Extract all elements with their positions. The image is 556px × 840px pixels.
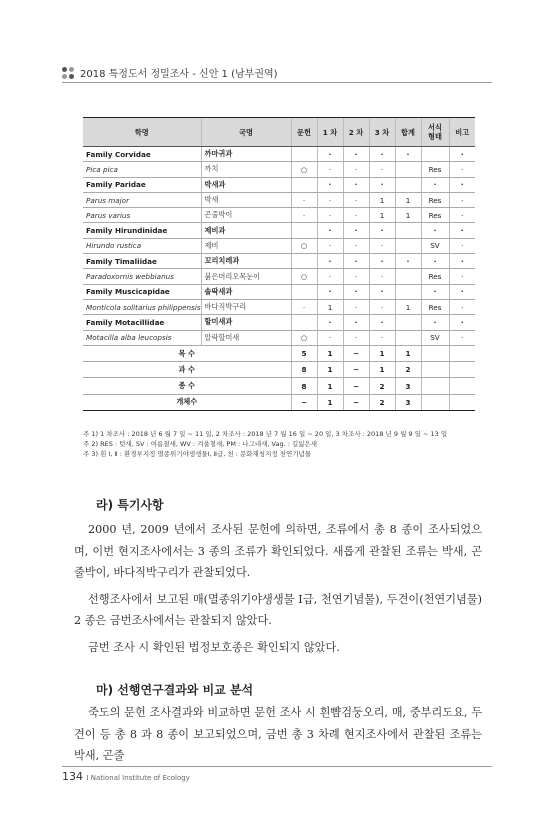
body-paragraph: 죽도의 문헌 조사결과와 비교하면 문헌 조사 시 흰뺨검둥오리, 매, 중부리도요, 두견이 등 총 8 과 8 종이 보고되었으며, 금번 총 3 차례 현지조사에서 관찰된 조류는 박새, 곤줄 bbox=[74, 706, 482, 763]
table-cell bbox=[395, 223, 421, 238]
summary-cell bbox=[449, 394, 475, 410]
column-header: 서식 형태 bbox=[421, 118, 449, 147]
table-cell: · bbox=[449, 330, 475, 345]
body-paragraph: 금번 조사 시 확인된 법정보호종은 확인되지 않았다. bbox=[88, 640, 340, 654]
table-cell: Res bbox=[421, 192, 449, 207]
table-note: 주 3) 흰 Ⅰ, Ⅱ : 환경부지정 멸종위기야생생물Ⅰ, Ⅱ급, 천 : 문화재청지정 천연기념물 bbox=[83, 450, 312, 458]
footer-rule bbox=[62, 766, 492, 767]
table-cell: · bbox=[449, 177, 475, 192]
table-cell: · bbox=[449, 192, 475, 207]
summary-label: 종 수 bbox=[83, 378, 291, 394]
korean-name: 박새 bbox=[201, 192, 291, 207]
summary-cell bbox=[449, 362, 475, 378]
table-cell: · bbox=[421, 223, 449, 238]
table-cell: · bbox=[343, 299, 369, 314]
summary-cell: 5 bbox=[291, 345, 317, 361]
footer-org: I National Institute of Ecology bbox=[86, 774, 190, 782]
table-cell: · bbox=[449, 208, 475, 223]
table-header-row bbox=[83, 118, 475, 147]
scientific-name: Family Corvidae bbox=[83, 147, 201, 162]
bird-species-table bbox=[83, 117, 475, 411]
summary-cell: 2 bbox=[395, 362, 421, 378]
header-text: 2018 특정도서 정밀조사 - 신안 1 (남부권역) bbox=[80, 69, 278, 80]
column-header: 합계 bbox=[395, 118, 421, 147]
summary-cell: 2 bbox=[369, 378, 395, 394]
table-cell: · bbox=[369, 315, 395, 330]
column-header: 비고 bbox=[449, 118, 475, 147]
table-cell: · bbox=[395, 147, 421, 162]
species-row bbox=[83, 330, 475, 345]
family-row bbox=[83, 254, 475, 269]
table-cell: · bbox=[343, 208, 369, 223]
table-cell: · bbox=[317, 192, 343, 207]
scientific-name: Parus major bbox=[83, 192, 201, 207]
korean-name: 까마귀과 bbox=[201, 147, 291, 162]
summary-cell: 1 bbox=[369, 362, 395, 378]
table-cell: · bbox=[449, 269, 475, 284]
summary-cell: 3 bbox=[395, 394, 421, 410]
korean-name: 붉은머리오목눈이 bbox=[201, 269, 291, 284]
table-cell: 1 bbox=[395, 299, 421, 314]
table-cell: · bbox=[449, 254, 475, 269]
table-cell bbox=[395, 284, 421, 299]
table-cell bbox=[395, 177, 421, 192]
summary-cell bbox=[421, 362, 449, 378]
table-cell: · bbox=[449, 223, 475, 238]
table-cell: · bbox=[343, 284, 369, 299]
species-row bbox=[83, 162, 475, 177]
summary-label: 목 수 bbox=[83, 345, 291, 361]
family-row bbox=[83, 315, 475, 330]
table-cell: · bbox=[291, 192, 317, 207]
summary-cell: 1 bbox=[395, 345, 421, 361]
table-cell: · bbox=[369, 254, 395, 269]
table-cell: · bbox=[369, 177, 395, 192]
body-paragraph: 2000 년, 2009 년에서 조사된 문헌에 의하면, 조류에서 총 8 종이 조사되었으며, 이번 현지조사에서는 3 종의 조류가 확인되었다. 새롭게 관찰된 조류는 박새, 곤줄박이, 바다직박구리가 관찰되었다. bbox=[74, 523, 482, 580]
table-cell: · bbox=[449, 238, 475, 253]
table-cell: ○ bbox=[291, 269, 317, 284]
species-row bbox=[83, 192, 475, 207]
table-notes bbox=[83, 429, 483, 459]
table-cell bbox=[291, 284, 317, 299]
table-note: 주 2) RES : 텃새, SV : 여름철새, WV : 겨울철새, PM : 나그네새, Vag. : 길잃은새 bbox=[83, 440, 318, 448]
scientific-name: Motacilla alba leucopsis bbox=[83, 330, 201, 345]
summary-row bbox=[83, 345, 475, 361]
table-cell bbox=[395, 315, 421, 330]
korean-name: 박새과 bbox=[201, 177, 291, 192]
summary-cell: 2 bbox=[369, 394, 395, 410]
table-cell: · bbox=[369, 162, 395, 177]
korean-name: 까치 bbox=[201, 162, 291, 177]
korean-name: 할미새과 bbox=[201, 315, 291, 330]
table-cell: · bbox=[369, 330, 395, 345]
family-row bbox=[83, 223, 475, 238]
table-cell: · bbox=[317, 254, 343, 269]
table-cell: ○ bbox=[291, 162, 317, 177]
table-cell: · bbox=[317, 238, 343, 253]
scientific-name: Family Timaliidae bbox=[83, 254, 201, 269]
table-cell bbox=[291, 254, 317, 269]
table-cell: · bbox=[395, 254, 421, 269]
column-header: 학명 bbox=[83, 118, 201, 147]
table-cell: · bbox=[291, 299, 317, 314]
scientific-name: Family Motacillidae bbox=[83, 315, 201, 330]
table-cell: ○ bbox=[291, 330, 317, 345]
scientific-name: Hirundo rustica bbox=[83, 238, 201, 253]
summary-cell: − bbox=[343, 378, 369, 394]
family-row bbox=[83, 284, 475, 299]
scientific-name: Parus varius bbox=[83, 208, 201, 223]
summary-cell: 1 bbox=[317, 378, 343, 394]
table-cell: 1 bbox=[395, 192, 421, 207]
table-cell: Res bbox=[421, 208, 449, 223]
korean-name: 솔딱새과 bbox=[201, 284, 291, 299]
table-cell: · bbox=[343, 330, 369, 345]
korean-name: 바다직박구리 bbox=[201, 299, 291, 314]
summary-cell bbox=[421, 394, 449, 410]
table-cell bbox=[421, 147, 449, 162]
table-cell: · bbox=[291, 208, 317, 223]
summary-row bbox=[83, 394, 475, 410]
summary-cell: 3 bbox=[395, 378, 421, 394]
table-cell: · bbox=[343, 162, 369, 177]
body-paragraph: 선행조사에서 보고된 매(멸종위기야생생물 Ⅰ급, 천연기념물), 두견이(천연기념물) 2 종은 금번조사에서는 관찰되지 않았다. bbox=[74, 592, 482, 628]
table-cell: Res bbox=[421, 299, 449, 314]
table-cell: SV bbox=[421, 330, 449, 345]
table-cell: · bbox=[421, 177, 449, 192]
table-cell: 1 bbox=[395, 208, 421, 223]
korean-name: 제비 bbox=[201, 238, 291, 253]
table-cell: · bbox=[343, 177, 369, 192]
table-cell bbox=[291, 315, 317, 330]
table-cell: · bbox=[317, 315, 343, 330]
table-cell bbox=[291, 147, 317, 162]
table-cell: · bbox=[421, 284, 449, 299]
table-cell: · bbox=[449, 162, 475, 177]
korean-name: 꼬리치레과 bbox=[201, 254, 291, 269]
summary-cell: 8 bbox=[291, 378, 317, 394]
table-cell: · bbox=[449, 299, 475, 314]
summary-row bbox=[83, 378, 475, 394]
scientific-name: Family Hirundinidae bbox=[83, 223, 201, 238]
summary-label: 개체수 bbox=[83, 394, 291, 410]
table-cell: · bbox=[369, 147, 395, 162]
table-cell bbox=[395, 238, 421, 253]
section-title-ma: 마) 선행연구결과와 비교 분석 bbox=[96, 683, 254, 697]
page-footer bbox=[62, 770, 190, 783]
species-row bbox=[83, 208, 475, 223]
summary-cell bbox=[421, 378, 449, 394]
summary-cell bbox=[449, 378, 475, 394]
summary-cell: − bbox=[343, 394, 369, 410]
table-cell: · bbox=[317, 223, 343, 238]
table-cell: · bbox=[317, 147, 343, 162]
table-cell: · bbox=[369, 269, 395, 284]
summary-cell: − bbox=[343, 362, 369, 378]
table-cell: · bbox=[449, 315, 475, 330]
summary-cell: − bbox=[291, 394, 317, 410]
scientific-name: Monticola solitarius philippensis bbox=[83, 299, 201, 314]
table-note: 주 1) 1 차조사 : 2018 년 6 월 7 일 ~ 11 일, 2 차조사 : 2018 년 7 월 16 일 ~ 20 일, 3 차조사 : 2018 년 9 월 9 일 ~ 13 일 bbox=[83, 430, 448, 438]
korean-name: 곤줄박이 bbox=[201, 208, 291, 223]
table-cell: · bbox=[343, 223, 369, 238]
summary-cell: − bbox=[343, 345, 369, 361]
table-cell: 1 bbox=[317, 299, 343, 314]
running-header bbox=[62, 65, 278, 80]
column-header: 1 차 bbox=[317, 118, 343, 147]
column-header: 국명 bbox=[201, 118, 291, 147]
table-cell: · bbox=[449, 147, 475, 162]
table-cell: · bbox=[343, 269, 369, 284]
korean-name: 알락할미새 bbox=[201, 330, 291, 345]
table-cell bbox=[291, 177, 317, 192]
table-cell: · bbox=[317, 177, 343, 192]
table-cell bbox=[395, 269, 421, 284]
table-cell: · bbox=[343, 254, 369, 269]
table-body bbox=[83, 147, 475, 411]
family-row bbox=[83, 177, 475, 192]
table-cell: · bbox=[421, 315, 449, 330]
table-cell: · bbox=[343, 238, 369, 253]
scientific-name: Family Paridae bbox=[83, 177, 201, 192]
table-cell: · bbox=[421, 254, 449, 269]
table-cell: ○ bbox=[291, 238, 317, 253]
table-cell bbox=[395, 330, 421, 345]
summary-cell: 1 bbox=[317, 394, 343, 410]
table-cell: · bbox=[317, 284, 343, 299]
column-header: 2 차 bbox=[343, 118, 369, 147]
summary-label: 과 수 bbox=[83, 362, 291, 378]
summary-cell bbox=[421, 345, 449, 361]
page-number: 134 bbox=[62, 770, 83, 783]
korean-name: 제비과 bbox=[201, 223, 291, 238]
summary-row bbox=[83, 362, 475, 378]
table-cell bbox=[291, 223, 317, 238]
table-cell: 1 bbox=[369, 192, 395, 207]
table-cell bbox=[395, 162, 421, 177]
scientific-name: Pica pica bbox=[83, 162, 201, 177]
scientific-name: Paradoxornis webbianus bbox=[83, 269, 201, 284]
header-dots-icon bbox=[62, 67, 74, 79]
table-cell: · bbox=[369, 284, 395, 299]
section-title-ra: 라) 특기사항 bbox=[96, 498, 164, 512]
column-header: 문헌 bbox=[291, 118, 317, 147]
scientific-name: Family Muscicapidae bbox=[83, 284, 201, 299]
table-cell: SV bbox=[421, 238, 449, 253]
summary-cell: 1 bbox=[317, 345, 343, 361]
table-cell: Res bbox=[421, 269, 449, 284]
family-row bbox=[83, 147, 475, 162]
table-cell: · bbox=[449, 284, 475, 299]
summary-cell: 8 bbox=[291, 362, 317, 378]
table-cell: · bbox=[317, 330, 343, 345]
species-row bbox=[83, 238, 475, 253]
species-row bbox=[83, 269, 475, 284]
table-cell: · bbox=[317, 208, 343, 223]
table-cell: Res bbox=[421, 162, 449, 177]
table-cell: · bbox=[369, 238, 395, 253]
summary-cell: 1 bbox=[317, 362, 343, 378]
table-cell: · bbox=[343, 147, 369, 162]
header-rule bbox=[62, 82, 492, 83]
table-cell: · bbox=[343, 192, 369, 207]
column-header: 3 차 bbox=[369, 118, 395, 147]
summary-cell bbox=[449, 345, 475, 361]
summary-cell: 1 bbox=[369, 345, 395, 361]
table-cell: 1 bbox=[369, 208, 395, 223]
species-row bbox=[83, 299, 475, 314]
table-cell: · bbox=[369, 223, 395, 238]
table-cell: · bbox=[343, 315, 369, 330]
table-cell: · bbox=[369, 299, 395, 314]
table-cell: · bbox=[317, 162, 343, 177]
table-cell: · bbox=[317, 269, 343, 284]
comparison-body bbox=[74, 702, 482, 772]
special-notes-body bbox=[74, 519, 482, 664]
